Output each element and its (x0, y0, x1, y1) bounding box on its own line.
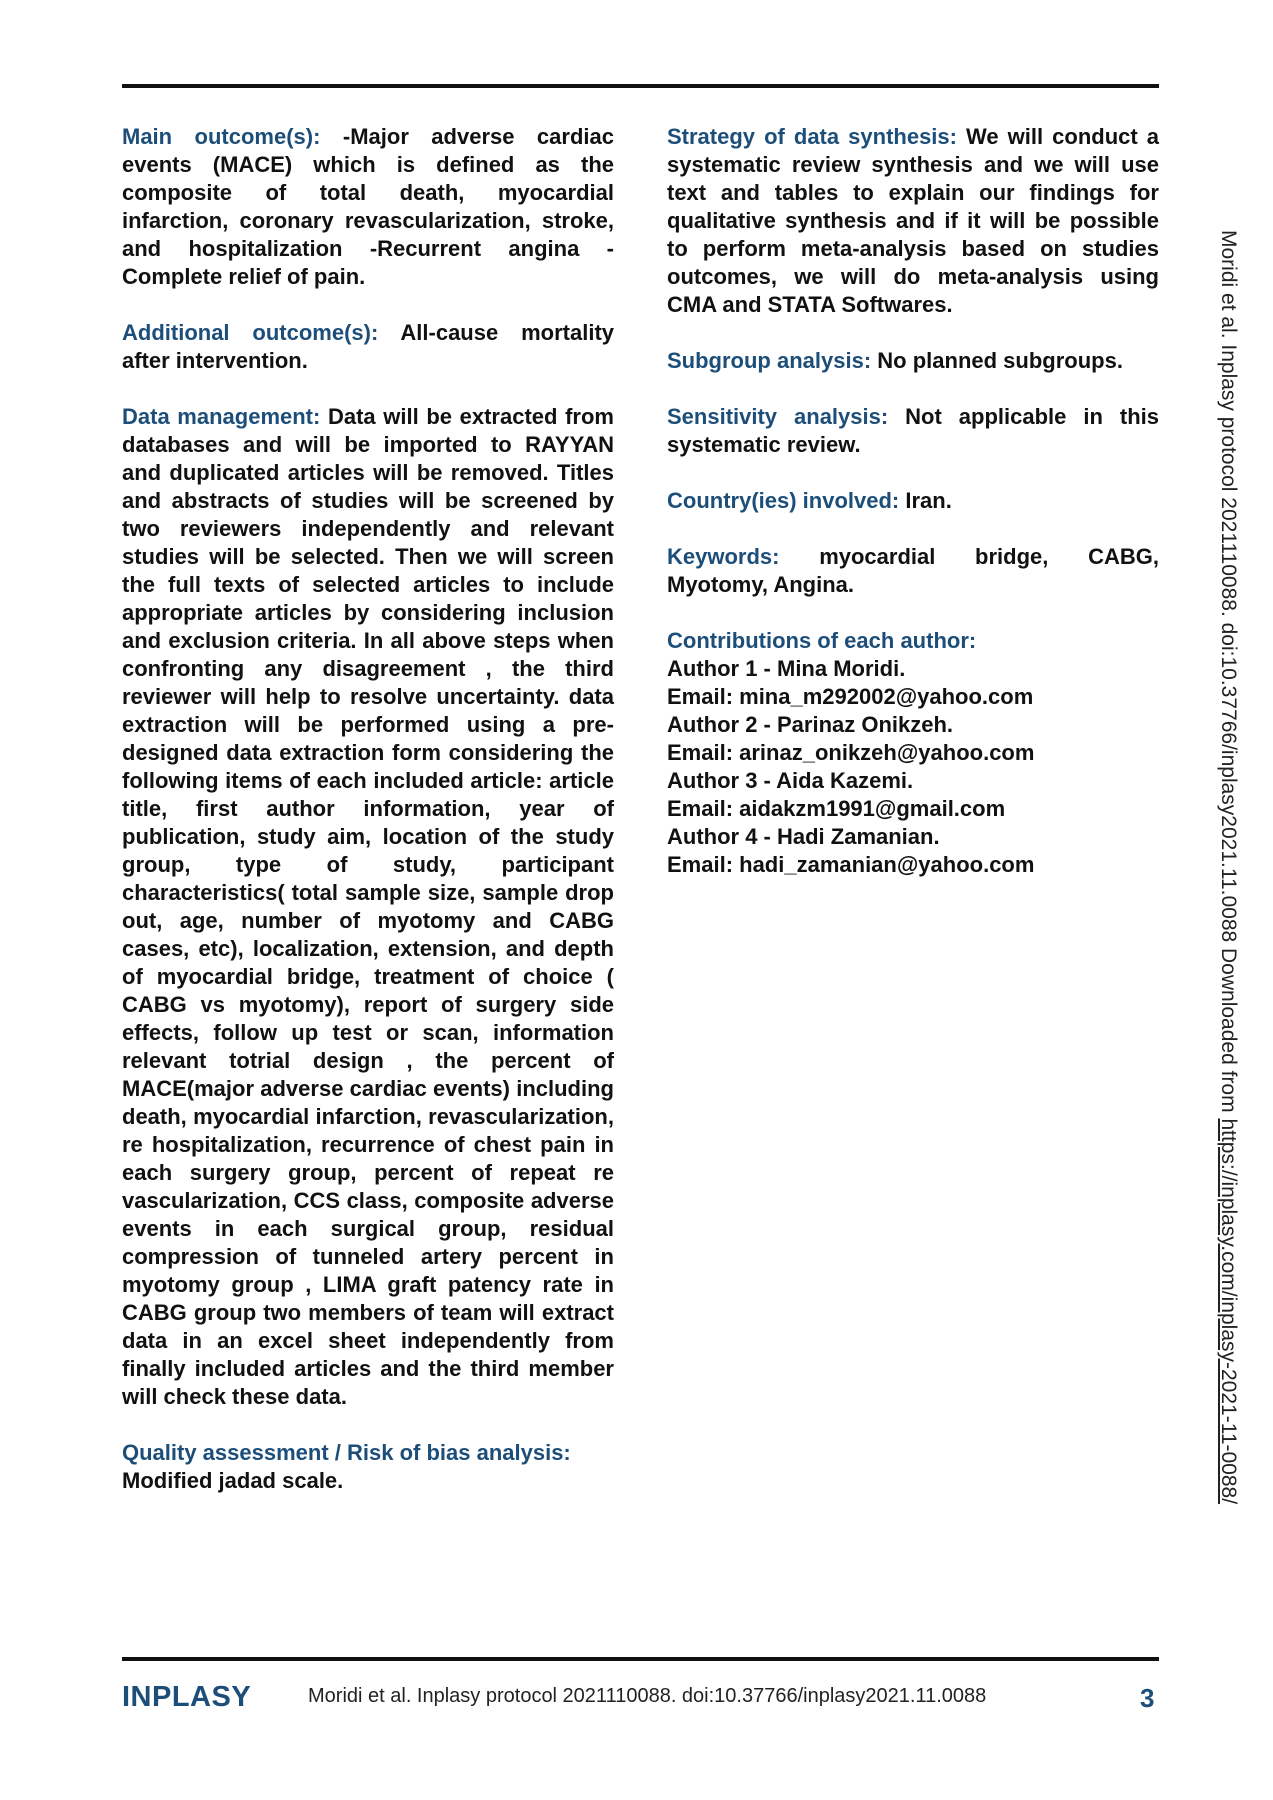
main-outcome-text: -Major adverse cardiac events (MACE) which is defined as the composite of total death, myocardial infarction, coronary revascularization, stroke, and hospitalization -Recurrent angina -Complete relief of pain. (122, 124, 614, 289)
author-2-email: Email: arinaz_onikzeh@yahoo.com (667, 740, 1035, 765)
footer-citation: Moridi et al. Inplasy protocol 2021110088. doi:10.37766/inplasy2021.11.0088 (308, 1685, 987, 1707)
quality-assessment-section (122, 1439, 614, 1495)
author-3-email: Email: aidakzm1991@gmail.com (667, 796, 1006, 821)
data-management-section (122, 403, 614, 1411)
top-rule (122, 84, 1159, 88)
author-3-line: Author 3 - Aida Kazemi. (667, 768, 914, 793)
author-4-line: Author 4 - Hadi Zamanian. (667, 824, 940, 849)
author-2-line: Author 2 - Parinaz Onikzeh. (667, 712, 954, 737)
subgroup-section (667, 347, 1159, 375)
country-heading: Country(ies) involved: (667, 488, 900, 513)
quality-assessment-heading: Quality assessment / Risk of bias analysis: (122, 1440, 571, 1465)
subgroup-text: No planned subgroups. (877, 348, 1123, 373)
author-4-email: Email: hadi_zamanian@yahoo.com (667, 852, 1035, 877)
subgroup-heading: Subgroup analysis: (667, 348, 872, 373)
strategy-heading: Strategy of data synthesis: (667, 124, 957, 149)
side-download-note (1216, 230, 1240, 1504)
data-management-text: Data will be extracted from databases and will be imported to RAYYAN and duplicated articles will be removed. Titles and abstracts of studies will be screened by two reviewers independently and relevant studies will be selected. Then we will screen the full texts of selected articles to include appropriate articles by considering inclusion and exclusion criteria. In all above steps when confronting any disagreement , the third reviewer will help to resolve uncertainty. data extraction will be performed using a pre-designed data extraction form considering the following items of each included article: article title, first author information, year of publication, study aim, location of the study group, type of study, participant characteristics( total sample size, sample drop out, age, number of myotomy and CABG cases, etc), localization, extension, and depth of myocardial bridge, treatment of choice ( CABG vs myotomy), report of surgery side effects, follow up test or scan, information relevant totrial design , the percent of MACE(major adverse cardiac events) including death, myocardial infarction, revascularization, re hospitalization, recurrence of chest pain in each surgery group, percent of repeat re vascularization, CCS class, composite adverse events in each surgical group, residual compression of tunneled artery percent in myotomy group , LIMA graft patency rate in CABG group two members of team will extract data in an excel sheet independently from finally included articles and the third member will check these data. (122, 404, 614, 1409)
page-number: 3 (1140, 1683, 1155, 1713)
keywords-heading: Keywords: (667, 544, 780, 569)
main-outcome-heading: Main outcome(s): (122, 124, 321, 149)
inplasy-logo: INPLASY (122, 1681, 252, 1713)
left-column (122, 123, 614, 1523)
additional-outcome-text: All-cause mortality after intervention. (122, 320, 615, 373)
country-section (667, 487, 1159, 515)
bottom-rule (122, 1657, 1159, 1661)
author-1-email: Email: mina_m292002@yahoo.com (667, 684, 1034, 709)
contributions-section (667, 627, 1159, 879)
main-outcome-section (122, 123, 614, 291)
side-citation-text: Moridi et al. Inplasy protocol 2021110088. doi:10.37766/inplasy2021.11.0088 Downloaded from (1217, 230, 1240, 1119)
keywords-text: myocardial bridge, CABG, Myotomy, Angina. (667, 544, 1159, 597)
keywords-section (667, 543, 1159, 599)
author-1-line: Author 1 - Mina Moridi. (667, 656, 906, 681)
additional-outcome-section (122, 319, 614, 375)
sensitivity-section (667, 403, 1159, 459)
country-text: Iran. (905, 488, 952, 513)
side-download-link[interactable]: https://inplasy.com/inplasy-2021-11-0088/ (1217, 1118, 1240, 1505)
sensitivity-text: Not applicable in this systematic review. (667, 404, 1159, 457)
right-column (667, 123, 1159, 907)
strategy-section (667, 123, 1159, 319)
data-management-heading: Data management: (122, 404, 321, 429)
contributions-heading: Contributions of each author: (667, 628, 977, 653)
additional-outcome-heading: Additional outcome(s): (122, 320, 379, 345)
sensitivity-heading: Sensitivity analysis: (667, 404, 889, 429)
strategy-text: We will conduct a systematic review synthesis and we will use text and tables to explain our findings for qualitative synthesis and if it will be possible to perform meta-analysis based on studies outcomes, we will do meta-analysis using CMA and STATA Softwares. (667, 124, 1159, 317)
quality-assessment-text: Modified jadad scale. (122, 1468, 344, 1493)
